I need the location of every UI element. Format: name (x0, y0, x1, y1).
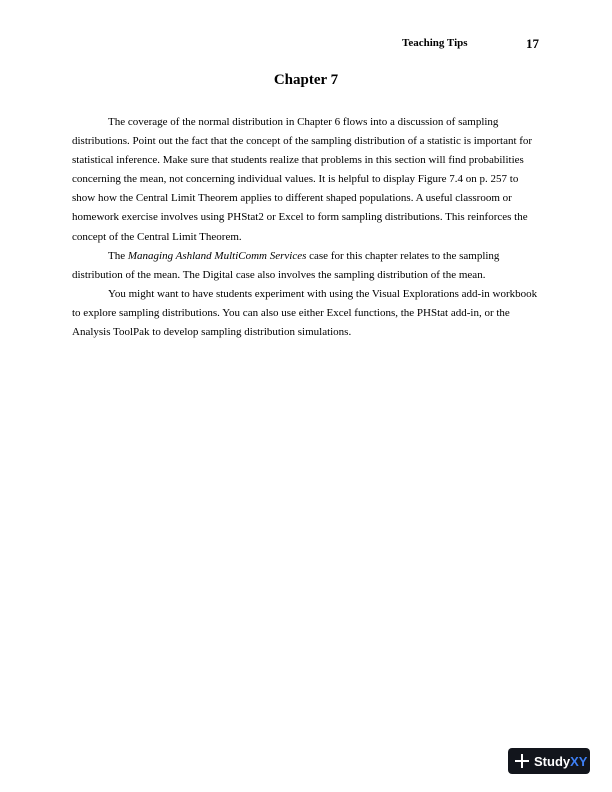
paragraph-2-rest: case for this chapter relates to the sampling distribution of the mean. The Digital case also involves the sampling distribution of the mean. (72, 249, 500, 281)
paragraph-1: The coverage of the normal distribution in Chapter 6 flows into a discussion of sampling distributions. Point out the fact that the concept of the sampling distribution of a statistic is important for statistical inference. Make sure that students realize that problems in this section will find probabilities concerning the mean, not concerning individual values. It is helpful to display Figure 7.4 on p. 257 to show how the Central Limit Theorem applies to different shaped populations. A useful classroom or homework exercise involves using PHStat2 or Excel to form sampling distributions. This reinforces the concept of the Central Limit Theorem. (72, 116, 533, 243)
paragraph-3: You might want to have students experiment with using the Visual Explorations add-in workbook to explore sampling distributions. You can also use either Excel functions, the PHStat add-in, or the Analysis ToolPak to develop sampling distribution simulations. (72, 287, 538, 339)
plus-icon (515, 754, 529, 768)
brand-name-part2: XY (570, 753, 588, 769)
case-name: Managing Ashland MultiComm Services (127, 249, 307, 262)
running-header (0, 36, 612, 52)
studyxy-badge[interactable] (508, 748, 590, 774)
page-number: 17 (526, 36, 539, 51)
brand-name-part1: Study (534, 753, 571, 769)
chapter-title: Chapter 7 (273, 72, 339, 88)
paragraph-2 (72, 247, 539, 285)
paragraph-2-lead: The (108, 249, 128, 262)
body-text (72, 113, 539, 342)
running-header-title: Teaching Tips (402, 37, 468, 49)
